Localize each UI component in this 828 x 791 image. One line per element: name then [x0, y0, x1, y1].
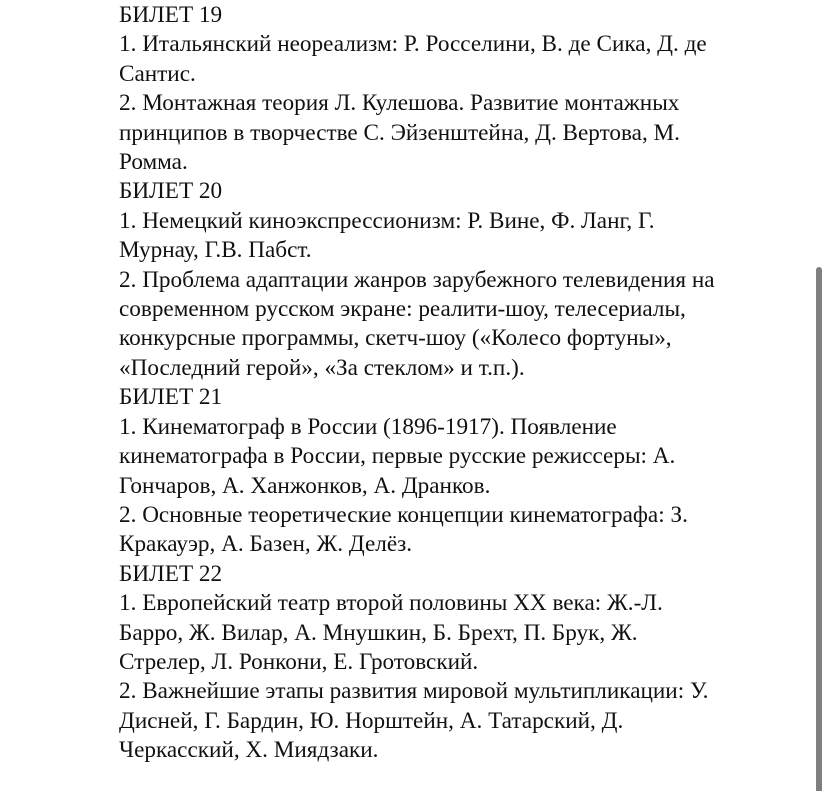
question-line: Ромма.	[119, 149, 188, 176]
question-line: 2. Проблема адаптации жанров зарубежного телевидения на	[119, 266, 715, 293]
question-line: принципов в творчестве С. Эйзенштейна, Д. Вертова, М.	[119, 119, 680, 146]
question-line: 1. Кинематограф в России (1896-1917). Появление	[119, 413, 617, 440]
ticket-20	[119, 177, 779, 383]
document-content	[119, 1, 779, 766]
question-line: 1. Европейский театр второй половины XX века: Ж.-Л.	[119, 590, 663, 617]
question-line: кинематографа в России, первые русские режиссеры: А.	[119, 443, 676, 470]
question-line: Гончаров, А. Ханжонков, А. Дранков.	[119, 472, 491, 499]
ticket-title: БИЛЕТ 20	[119, 178, 223, 205]
question-1	[119, 30, 779, 89]
ticket-title: БИЛЕТ 21	[119, 384, 223, 411]
question-1	[119, 589, 779, 677]
question-2	[119, 266, 779, 384]
question-line: Кракауэр, А. Базен, Ж. Делёз.	[119, 531, 413, 558]
question-line: 1. Немецкий киноэкспрессионизм: Р. Вине, Ф. Ланг, Г.	[119, 207, 655, 234]
question-line: 2. Важнейшие этапы развития мировой мультипликации: У.	[119, 678, 709, 705]
question-line: Черкасский, Х. Миядзаки.	[119, 737, 379, 764]
ticket-21	[119, 383, 779, 559]
vertical-scrollbar-thumb[interactable]	[816, 267, 822, 791]
question-2	[119, 89, 779, 177]
question-2	[119, 501, 779, 560]
ticket-19	[119, 1, 779, 177]
question-line: Мурнау, Г.В. Пабст.	[119, 237, 312, 264]
question-line: конкурсные программы, скетч-шоу («Колесо фортуны»,	[119, 325, 672, 352]
question-line: Дисней, Г. Бардин, Ю. Норштейн, А. Татарский, Д.	[119, 707, 624, 734]
question-line: Стрелер, Л. Ронкони, Е. Гротовский.	[119, 648, 479, 675]
question-line: 1. Итальянский неореализм: Р. Росселини, В. де Сика, Д. де	[119, 31, 707, 58]
question-line: Барро, Ж. Вилар, А. Мнушкин, Б. Брехт, П. Брук, Ж.	[119, 619, 638, 646]
ticket-22	[119, 560, 779, 766]
ticket-title: БИЛЕТ 22	[119, 560, 223, 587]
question-2	[119, 677, 779, 765]
ticket-title: БИЛЕТ 19	[119, 2, 223, 28]
question-line: «Последний герой», «За стеклом» и т.п.).	[119, 354, 525, 381]
question-1	[119, 413, 779, 501]
question-line: Сантис.	[119, 60, 196, 87]
question-1	[119, 207, 779, 266]
question-line: 2. Основные теоретические концепции кинематографа: З.	[119, 501, 688, 528]
question-line: современном русском экране: реалити-шоу, телесериалы,	[119, 296, 686, 323]
question-line: 2. Монтажная теория Л. Кулешова. Развитие монтажных	[119, 90, 680, 117]
